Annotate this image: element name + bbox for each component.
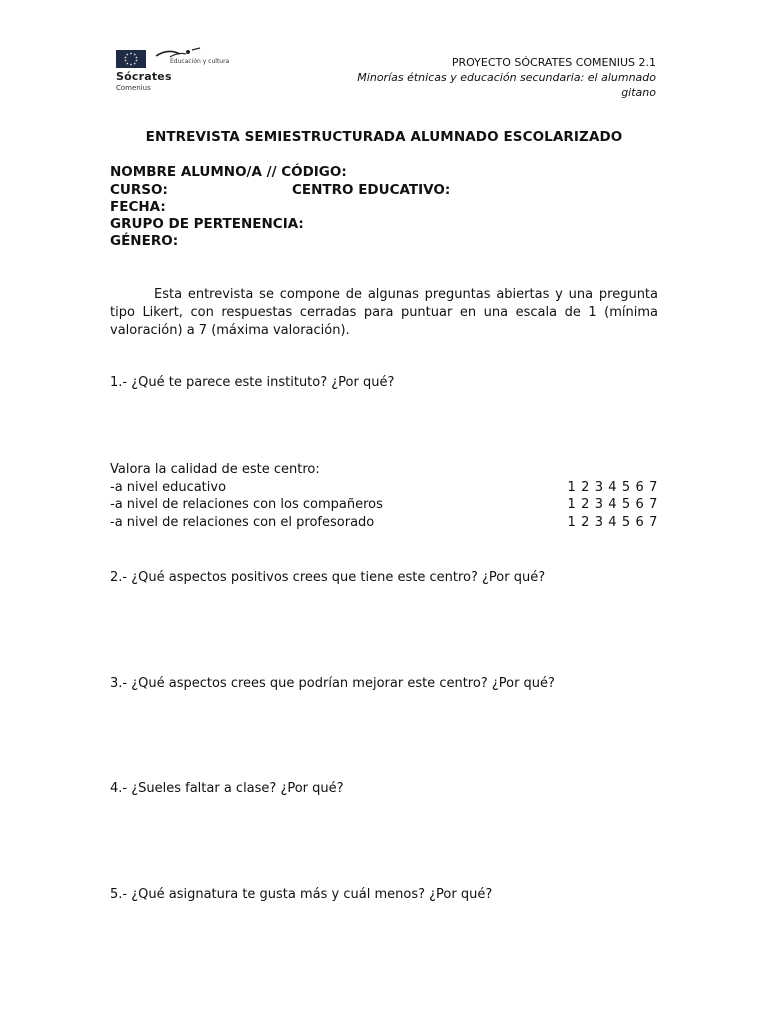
question-1: 1.- ¿Qué te parece este instituto? ¿Por qué? (110, 375, 395, 390)
field-fecha-label: FECHA: (110, 199, 166, 215)
socrates-logo (110, 44, 230, 96)
rating-item-label: -a nivel de relaciones con el profesorado (110, 515, 375, 530)
question-2: 2.- ¿Qué aspectos positivos crees que tiene este centro? ¿Por qué? (110, 570, 546, 585)
intro-paragraph: Esta entrevista se compone de algunas preguntas abiertas y una pregunta tipo Likert, con respuestas cerradas para puntuar en una escala de 1 (mínima valoración) a 7 (máxima valoración). (110, 287, 658, 338)
field-genero-label: GÉNERO: (110, 233, 179, 249)
field-curso-label: CURSO: (110, 182, 168, 198)
question-4: 4.- ¿Sueles faltar a clase? ¿Por qué? (110, 781, 344, 796)
rating-item-label: -a nivel educativo (110, 480, 227, 495)
question-5: 5.- ¿Qué asignatura te gusta más y cuál menos? ¿Por qué? (110, 887, 493, 902)
logo-tagline: Educación y cultura (170, 58, 230, 65)
project-title: PROYECTO SÓCRATES COMENIUS 2.1 (451, 56, 656, 69)
eu-stars-icon (116, 50, 146, 68)
project-subtitle: Minorías étnicas y educación secundaria: el alumnado gitano (357, 71, 656, 99)
document-title: ENTREVISTA SEMIESTRUCTURADA ALUMNADO ESCOLARIZADO (145, 129, 623, 145)
field-centro-label: CENTRO EDUCATIVO: (292, 182, 451, 198)
rating-row (110, 497, 658, 512)
rating-row (110, 515, 658, 530)
field-nombre-label: NOMBRE ALUMNO/A // CÓDIGO: (110, 164, 347, 180)
question-3: 3.- ¿Qué aspectos crees que podrían mejorar este centro? ¿Por qué? (110, 676, 555, 691)
rating-row (110, 480, 658, 495)
eu-flag-icon (116, 50, 146, 68)
rating-scale: 1 2 3 4 5 6 7 (567, 480, 658, 495)
field-grupo-label: GRUPO DE PERTENENCIA: (110, 216, 304, 232)
rating-scale: 1 2 3 4 5 6 7 (567, 497, 658, 512)
rating-item-label: -a nivel de relaciones con los compañeros (110, 497, 383, 512)
rating-scale: 1 2 3 4 5 6 7 (567, 515, 658, 530)
rating-intro: Valora la calidad de este centro: (110, 462, 320, 477)
logo-name: Sócrates (116, 70, 172, 83)
logo-subname: Comenius (116, 84, 151, 92)
